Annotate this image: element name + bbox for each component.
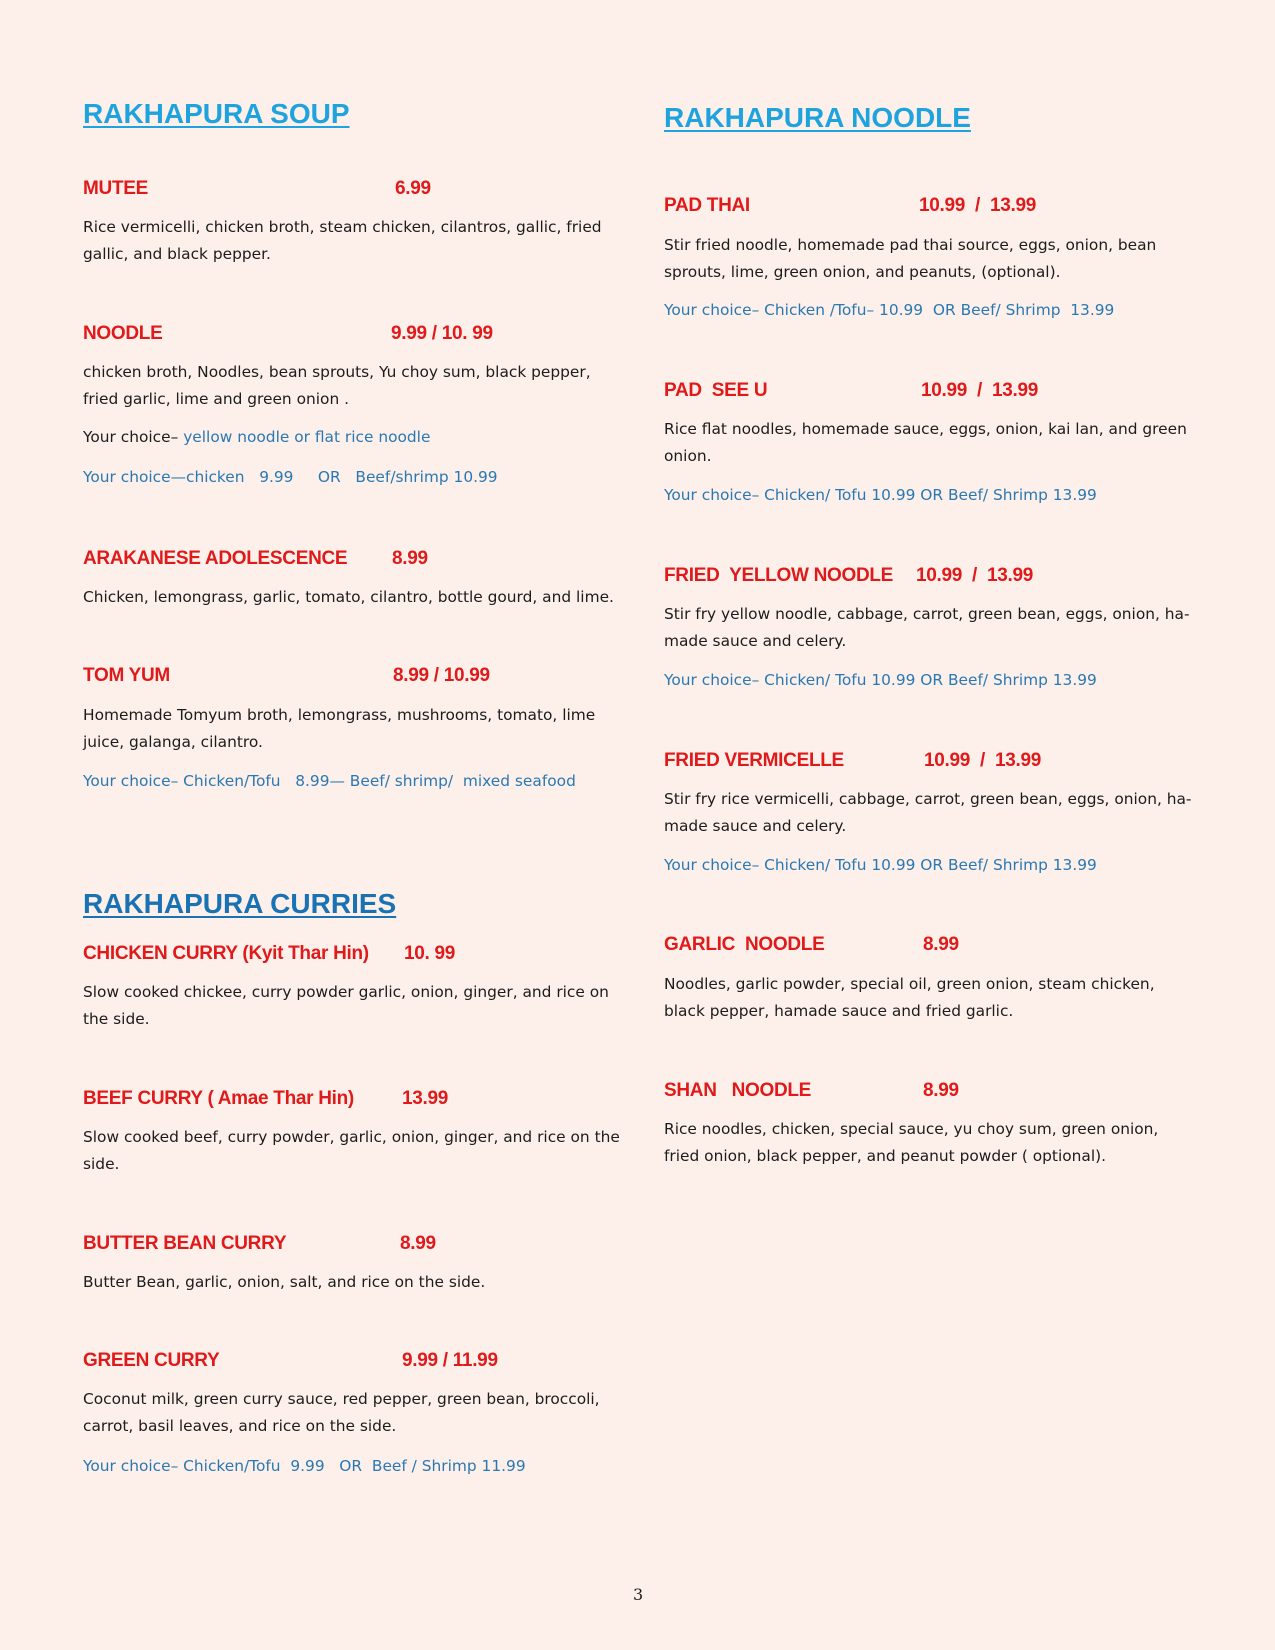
item-price-mutee: 6.99 <box>395 178 431 199</box>
item-name-mutee: MUTEE <box>83 178 149 199</box>
item-desc-noodle: chicken broth, Noodles, bean sprouts, Yu choy sum, black pepper, fried garlic, lime and green onion . <box>83 363 591 408</box>
item-name-fried-yellow-noodle: FRIED YELLOW NOODLE <box>664 565 894 586</box>
item-desc-mutee: Rice vermicelli, chicken broth, steam chicken, cilantros, gallic, fried gallic, and black pepper. <box>83 218 602 263</box>
item-choice-noodle-type <box>83 428 430 446</box>
item-name-butter-bean-curry: BUTTER BEAN CURRY <box>83 1233 287 1254</box>
item-choice-fried-yellow-noodle: Your choice– Chicken/ Tofu 10.99 OR Beef/ Shrimp 13.99 <box>664 671 1097 689</box>
item-price-fried-vermicelle: 10.99 / 13.99 <box>924 750 1041 771</box>
item-name-pad-thai: PAD THAI <box>664 195 750 216</box>
item-desc-tom-yum: Homemade Tomyum broth, lemongrass, mushrooms, tomato, lime juice, galanga, cilantro. <box>83 706 596 751</box>
item-choice-pad-thai: Your choice– Chicken /Tofu– 10.99 OR Beef/ Shrimp 13.99 <box>664 301 1115 319</box>
item-desc-green-curry: Coconut milk, green curry sauce, red pepper, green bean, broccoli, carrot, basil leaves, and rice on the side. <box>83 1390 600 1435</box>
item-choice-fried-vermicelle: Your choice– Chicken/ Tofu 10.99 OR Beef/ Shrimp 13.99 <box>664 856 1097 874</box>
item-price-pad-see-u: 10.99 / 13.99 <box>921 380 1038 401</box>
item-price-noodle: 9.99 / 10. 99 <box>391 323 493 344</box>
item-name-tom-yum: TOM YUM <box>83 665 170 686</box>
curries-section-title: RAKHAPURA CURRIES <box>83 888 397 919</box>
item-desc-butter-bean-curry: Butter Bean, garlic, onion, salt, and rice on the side. <box>83 1273 486 1291</box>
item-price-pad-thai: 10.99 / 13.99 <box>919 195 1036 216</box>
item-price-shan-noodle: 8.99 <box>923 1080 959 1101</box>
item-desc-fried-vermicelle: Stir fry rice vermicelli, cabbage, carrot, green bean, eggs, onion, ha-made sauce and celery. <box>664 790 1192 835</box>
page-number: 3 <box>633 1585 644 1604</box>
item-name-shan-noodle: SHAN NOODLE <box>664 1080 812 1101</box>
item-choice-green-curry: Your choice– Chicken/Tofu 9.99 OR Beef / Shrimp 11.99 <box>83 1457 526 1475</box>
item-choice-tom-yum: Your choice– Chicken/Tofu 8.99— Beef/ shrimp/ mixed seafood <box>83 772 576 790</box>
item-price-garlic-noodle: 8.99 <box>923 934 959 955</box>
choice-lead: Your choice– <box>83 428 184 446</box>
noodle-section-title: RAKHAPURA NOODLE <box>664 102 971 133</box>
item-name-fried-vermicelle: FRIED VERMICELLE <box>664 750 844 771</box>
item-price-butter-bean-curry: 8.99 <box>400 1233 436 1254</box>
item-name-chicken-curry: CHICKEN CURRY (Kyit Thar Hin) <box>83 943 369 964</box>
item-price-beef-curry: 13.99 <box>402 1088 449 1109</box>
item-desc-pad-see-u: Rice flat noodles, homemade sauce, eggs, onion, kai lan, and green onion. <box>664 420 1187 465</box>
item-name-garlic-noodle: GARLIC NOODLE <box>664 934 825 955</box>
item-price-green-curry: 9.99 / 11.99 <box>402 1350 498 1371</box>
item-desc-shan-noodle: Rice noodles, chicken, special sauce, yu choy sum, green onion, fried onion, black pepper, and peanut powder ( optional). <box>664 1120 1159 1165</box>
item-name-beef-curry: BEEF CURRY ( Amae Thar Hin) <box>83 1088 354 1109</box>
item-name-noodle: NOODLE <box>83 323 163 344</box>
soup-section-title: RAKHAPURA SOUP <box>83 98 350 129</box>
item-desc-fried-yellow-noodle: Stir fry yellow noodle, cabbage, carrot, green bean, eggs, onion, ha-made sauce and celery. <box>664 605 1190 650</box>
choice-options: yellow noodle or flat rice noodle <box>183 428 431 446</box>
item-price-tom-yum: 8.99 / 10.99 <box>393 665 490 686</box>
item-choice-pad-see-u: Your choice– Chicken/ Tofu 10.99 OR Beef/ Shrimp 13.99 <box>664 486 1097 504</box>
item-desc-beef-curry: Slow cooked beef, curry powder, garlic, onion, ginger, and rice on the side. <box>83 1128 620 1173</box>
item-name-green-curry: GREEN CURRY <box>83 1350 220 1371</box>
item-price-fried-yellow-noodle: 10.99 / 13.99 <box>916 565 1033 586</box>
item-price-chicken-curry: 10. 99 <box>404 943 456 964</box>
item-desc-chicken-curry: Slow cooked chickee, curry powder garlic, onion, ginger, and rice on the side. <box>83 983 609 1028</box>
item-choice-noodle-protein: Your choice—chicken 9.99 OR Beef/shrimp 10.99 <box>83 468 498 486</box>
item-name-arakanese-adolescence: ARAKANESE ADOLESCENCE <box>83 548 348 569</box>
item-desc-pad-thai: Stir fried noodle, homemade pad thai source, eggs, onion, bean sprouts, lime, green onion, and peanuts, (optional). <box>664 236 1157 281</box>
item-desc-garlic-noodle: Noodles, garlic powder, special oil, green onion, steam chicken, black pepper, hamade sauce and fried garlic. <box>664 975 1155 1020</box>
item-price-arakanese-adolescence: 8.99 <box>392 548 428 569</box>
item-desc-arakanese-adolescence: Chicken, lemongrass, garlic, tomato, cilantro, bottle gourd, and lime. <box>83 588 614 606</box>
item-name-pad-see-u: PAD SEE U <box>664 380 768 401</box>
